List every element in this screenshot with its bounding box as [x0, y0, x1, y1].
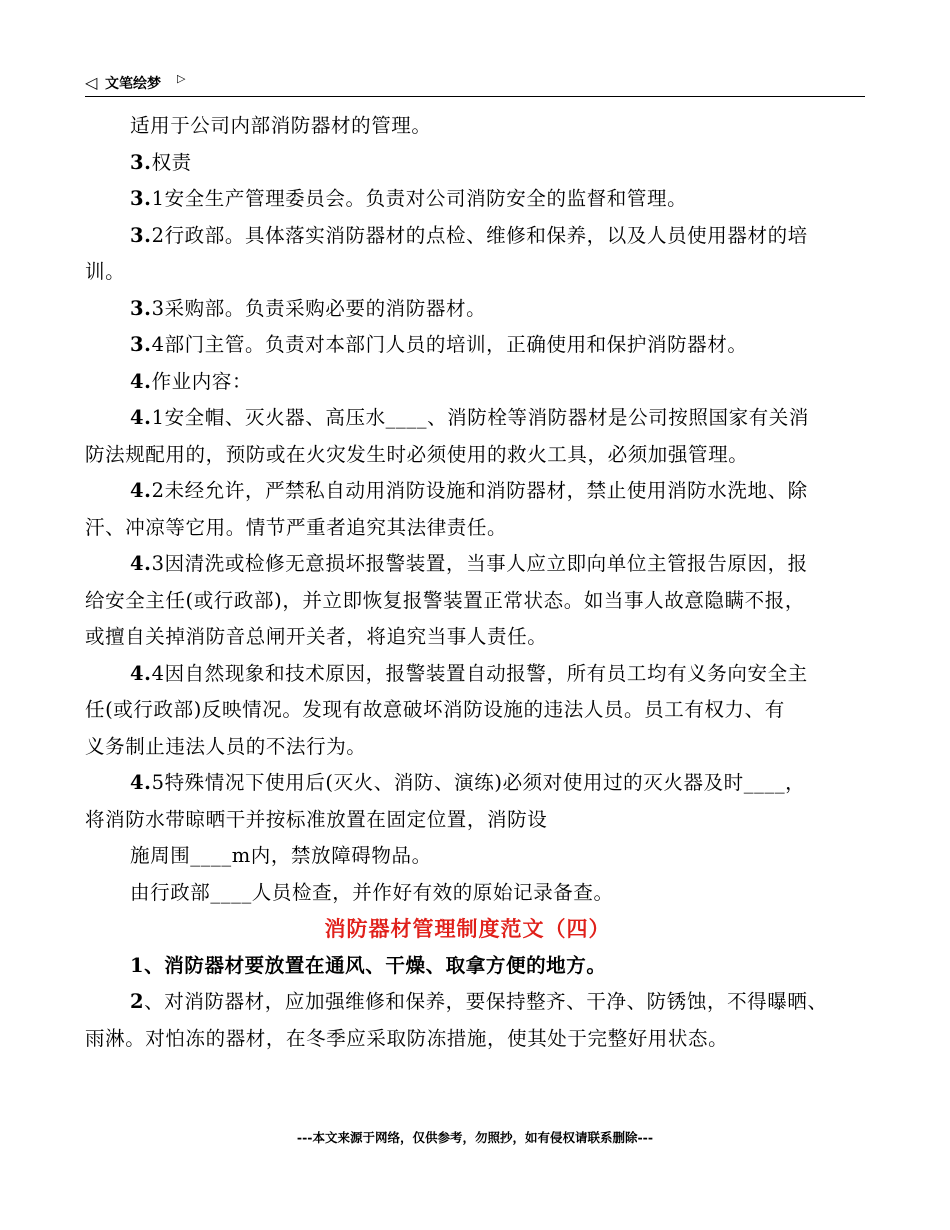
paragraph-3-4: 3.4部门主管。负责对本部门人员的培训，正确使用和保护消防器材。 [130, 333, 748, 356]
paragraph-4-5-cont: 将消防水带晾晒干并按标准放置在固定位置，消防设 [85, 807, 548, 831]
paragraph-4-2-cont: 汗、冲凉等它用。情节严重者追究其法律责任。 [85, 515, 508, 539]
paragraph-3-2-cont: 训。 [85, 260, 126, 283]
paragraph-inspection: 由行政部____人员检查，并作好有效的原始记录备查。 [130, 880, 614, 904]
paragraph-scope: 适用于公司内部消防器材的管理。 [130, 114, 432, 137]
section-title: 消防器材管理制度范文（四） [324, 916, 611, 941]
paragraph-3-1: 3.1安全生产管理委员会。负责对公司消防安全的监督和管理。 [130, 187, 688, 210]
paragraph-4-2: 4.2未经允许，严禁私自动用消防设施和消防器材，禁止使用消防水洗地、除 [130, 479, 808, 502]
header-brand: 文笔绘梦 [105, 76, 161, 92]
document-body [85, 108, 870, 1057]
page-footer: ---本文来源于网络，仅供参考，勿照抄，如有侵权请联系删除--- [296, 1130, 654, 1145]
paragraph-4-3: 4.3因清洗或检修无意损坏报警装置，当事人应立即向单位主管报告原因，报 [130, 552, 808, 575]
paragraph-responsibilities: 3.权责 [130, 150, 192, 174]
paragraph-4-1-cont: 防法规配用的，预防或在火灾发生时必须使用的救火工具，必须加强管理。 [85, 442, 749, 466]
paragraph-s2-cont: 雨淋。对怕冻的器材，在冬季应采取防冻措施，使其处于完整好用状态。 [85, 1026, 729, 1050]
paragraph-4-5-cont2: 施周围____m内，禁放障碍物品。 [130, 844, 432, 867]
paragraph-s1: 1、消防器材要放置在通风、干燥、取拿方便的地方。 [130, 953, 607, 977]
paragraph-4-4: 4.4因自然现象和技术原因，报警装置自动报警，所有员工均有义务向安全主 [130, 661, 808, 685]
paragraph-4-5: 4.5特殊情况下使用后(灭火、消防、演练)必须对使用过的灭火器及时____， [130, 771, 806, 794]
paragraph-3-3: 3.3采购部。负责采购必要的消防器材。 [130, 296, 487, 320]
paragraph-4-4-cont2: 义务制止违法人员的不法行为。 [85, 734, 367, 758]
page-header [85, 70, 865, 97]
triangle-left-icon: ◁ [85, 73, 98, 92]
triangle-right-icon: ▷ [177, 72, 186, 85]
paragraph-4-1: 4.1安全帽、灭火器、高压水____、消防栓等消防器材是公司按照国家有关消 [130, 406, 809, 429]
paragraph-4-4-cont: 任(或行政部)反映情况。发现有故意破坏消防设施的违法人员。员工有权力、有 [85, 698, 785, 721]
paragraph-4-3-cont2: 或擅自关掉消防音总闸开关者，将追究当事人责任。 [85, 625, 548, 648]
paragraph-3-2: 3.2行政部。具体落实消防器材的点检、维修和保养，以及人员使用器材的培 [130, 223, 808, 247]
paragraph-s2: 2、对消防器材，应加强维修和保养，要保持整齐、干净、防锈蚀，不得曝晒、 [130, 990, 828, 1013]
paragraph-4-3-cont: 给安全主任(或行政部)，并立即恢复报警装置正常状态。如当事人故意隐瞒不报， [85, 588, 805, 612]
paragraph-work-content: 4.作业内容： [130, 369, 253, 393]
